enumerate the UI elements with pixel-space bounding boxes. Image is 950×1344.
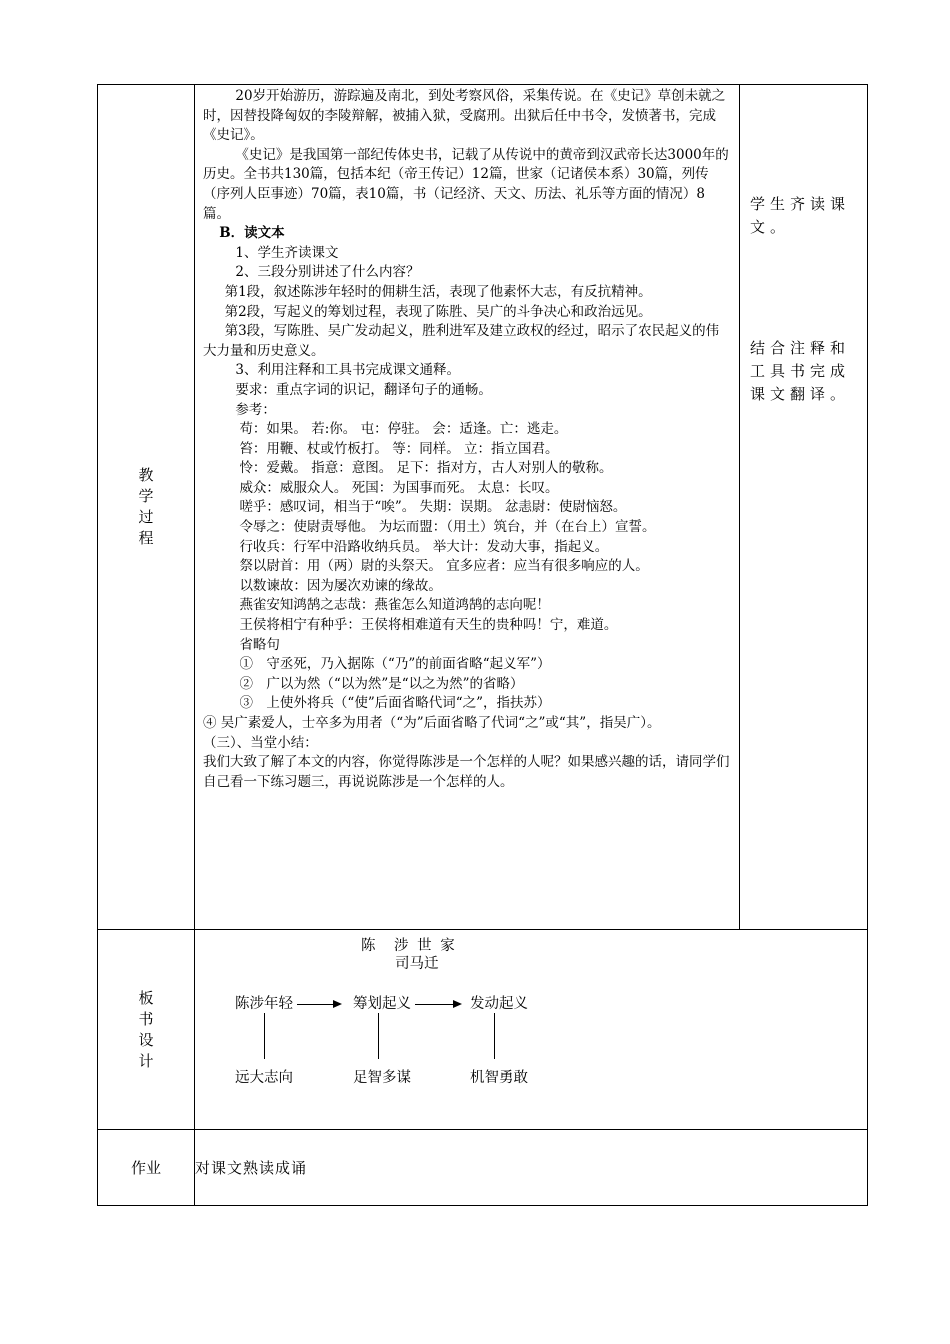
process-notes bbox=[740, 193, 867, 406]
arrow-right-icon bbox=[333, 1000, 342, 1008]
board-row bbox=[98, 930, 868, 1130]
ellipsis-heading: 省略句 bbox=[239, 636, 280, 653]
vocab-line: 怜：爱戴。 指意：意图。 足下：指对方，古人对别人的敬称。 bbox=[239, 460, 613, 477]
arrow-line bbox=[415, 1004, 453, 1005]
paragraph-shiji: 《史记》是我国第一部纪传体史书，记载了从传说中的黄帝到汉武帝长达3000年的历史。全书共130篇，包括本纪（帝王传记）12篇，世家（记诸侯本系）30篇，列传（序列人臣事迹）70篇，表10篇，书（记经济、天文、历法、礼乐等方面的情况）8篇。 bbox=[203, 146, 729, 222]
process-label: 教学过程 bbox=[138, 466, 154, 547]
process-row bbox=[98, 85, 868, 930]
vocab-line: 燕雀安知鸿鹄之志哉：燕雀怎么知道鸿鹄的志向呢！ bbox=[239, 597, 550, 614]
homework-content: 对课文熟读成诵 bbox=[195, 1130, 868, 1206]
board-author: 司马迁 bbox=[395, 956, 439, 972]
requirement-text: 要求：重点字词的识记，翻译句子的通畅。 bbox=[235, 381, 492, 398]
board-label: 板书设计 bbox=[138, 988, 154, 1070]
stage-uprising: 发动起义 bbox=[470, 996, 528, 1012]
process-label-cell bbox=[98, 85, 195, 930]
summary-heading: （三）、当堂小结： bbox=[203, 734, 318, 751]
homework-row bbox=[98, 1130, 868, 1206]
ellipsis-example: ③ 上使外将兵（“使”后面省略代词“之”，指扶苏） bbox=[239, 695, 551, 712]
process-content bbox=[195, 85, 739, 792]
trait-brave: 机智勇敢 bbox=[470, 1070, 528, 1086]
vocab-line: 嗟乎：感叹词，相当于“唉”。 失期：误期。 忿恚尉：使尉恼怒。 bbox=[239, 499, 627, 516]
note-read-aloud: 学生齐读课文。 bbox=[750, 195, 851, 236]
board-content-cell bbox=[195, 930, 868, 1130]
connector-line bbox=[264, 1013, 265, 1059]
ellipsis-example: ② 广以为然（“以为然”是“以之为然”的省略） bbox=[239, 675, 524, 692]
stage-planning: 筹划起义 bbox=[353, 996, 411, 1012]
homework-label-cell bbox=[98, 1130, 195, 1206]
step-question: 2、三段分别讲述了什么内容？ bbox=[235, 264, 420, 281]
board-diagram bbox=[195, 930, 867, 1129]
trait-ambition: 远大志向 bbox=[235, 1070, 293, 1086]
vocab-line: 苟：如果。 若:你。 屯：停驻。 会：适逢。亡：逃走。 bbox=[239, 421, 568, 438]
process-content-cell bbox=[195, 85, 740, 930]
lesson-plan-table bbox=[97, 84, 868, 1206]
paragraph-summary-3: 第3段，写陈胜、吴广发动起义，胜利进军及建立政权的经过，昭示了农民起义的伟大力量和历史意义。 bbox=[203, 323, 720, 359]
ellipsis-example: ④ 吴广素爱人，士卒多为用者（“为”后面省略了代词“之”或“其”，指吴广）。 bbox=[203, 715, 661, 731]
board-label-cell bbox=[98, 930, 195, 1130]
paragraph-summary-1: 第1段，叙述陈涉年轻时的佣耕生活，表现了他素怀大志，有反抗精神。 bbox=[224, 283, 652, 300]
board-title: 陈 涉 世 家 bbox=[361, 938, 457, 954]
vocab-line: 行收兵：行军中沿路收纳兵员。 举大计：发动大事，指起义。 bbox=[239, 538, 609, 555]
vocab-line: 令辱之：使尉责辱他。 为坛而盟：（用土）筑台，并（在台上）宣誓。 bbox=[239, 519, 656, 536]
connector-line bbox=[378, 1013, 379, 1059]
reference-heading: 参考： bbox=[235, 401, 276, 418]
vocab-line: 笞：用鞭、杖或竹板打。 等：同样。 立：指立国君。 bbox=[239, 440, 559, 457]
vocab-line: 祭以尉首：用（两）尉的头祭天。 宜多应者：应当有很多响应的人。 bbox=[239, 558, 649, 575]
arrow-right-icon bbox=[453, 1000, 462, 1008]
step-read-aloud: 1、学生齐读课文 bbox=[235, 244, 339, 261]
stage-youth: 陈涉年轻 bbox=[235, 996, 293, 1012]
section-heading-read-text: B．读文本 bbox=[219, 225, 285, 242]
ellipsis-example: ① 守丞死，乃入据陈（“乃”的前面省略“起义军”） bbox=[239, 656, 551, 673]
process-notes-cell bbox=[740, 85, 868, 930]
vocab-line: 以数谏故：因为屡次劝谏的缘故。 bbox=[239, 577, 442, 594]
step-translate: 3、利用注释和工具书完成课文通释。 bbox=[235, 362, 460, 379]
trait-resourceful: 足智多谋 bbox=[353, 1070, 411, 1086]
arrow-line bbox=[297, 1004, 333, 1005]
homework-label: 作业 bbox=[130, 1159, 161, 1177]
note-translate: 结合注释和工具书完成课文翻译。 bbox=[750, 339, 851, 403]
connector-line bbox=[494, 1013, 495, 1059]
vocab-line: 威众：威服众人。 死国：为国事而死。 太息：长叹。 bbox=[239, 479, 559, 496]
paragraph-biography: 20岁开始游历，游踪遍及南北，到处考察风俗，采集传说。在《史记》草创未就之时，因替投降匈奴的李陵辩解，被捕入狱，受腐刑。出狱后任中书令，发愤著书，完成《史记》。 bbox=[203, 88, 726, 144]
paragraph-summary-2: 第2段，写起义的筹划过程，表现了陈胜、吴广的斗争决心和政治远见。 bbox=[224, 303, 652, 320]
summary-text: 我们大致了解了本文的内容，你觉得陈涉是一个怎样的人呢？如果感兴趣的话，请同学们自己看一下练习题三，再说说陈涉是一个怎样的人。 bbox=[203, 754, 730, 790]
vocab-line: 王侯将相宁有种乎：王侯将相难道有天生的贵种吗！宁，难道。 bbox=[239, 617, 618, 634]
